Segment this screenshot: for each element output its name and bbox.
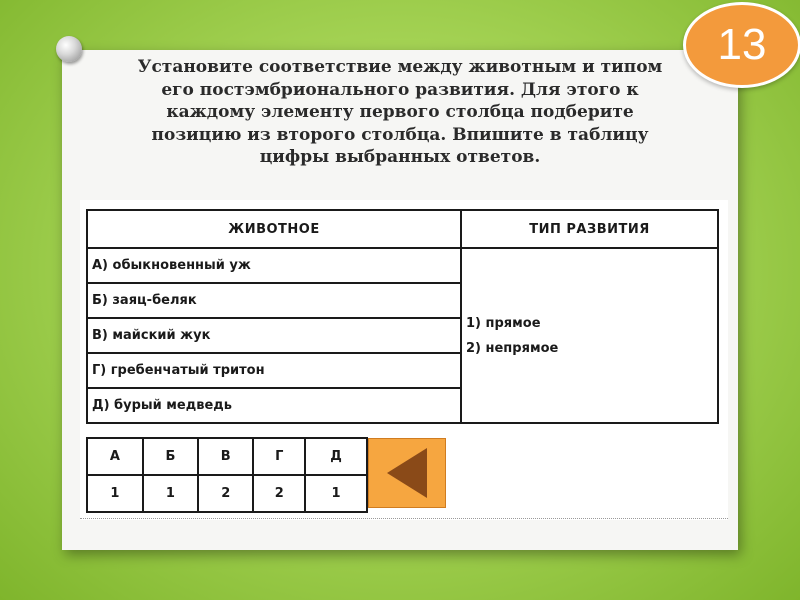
answer-value: 1	[87, 475, 143, 512]
answer-letter: Б	[143, 438, 198, 475]
title-line: позицию из второго столбца. Впишите в таблицу	[151, 124, 649, 145]
answer-letter: Г	[253, 438, 305, 475]
answer-value: 2	[253, 475, 305, 512]
title-line: каждому элементу первого столбца подберите	[166, 102, 634, 122]
answer-value: 2	[198, 475, 253, 512]
animal-cell: Д) бурый медведь	[87, 388, 461, 423]
back-arrow-icon	[387, 448, 427, 498]
matching-table	[86, 209, 719, 424]
title-line: Установите соответствие между животным и типом	[137, 57, 663, 77]
task-title	[100, 56, 700, 169]
title-line: его постэмбрионального развития. Для этого к	[161, 79, 639, 100]
answer-letter: А	[87, 438, 143, 475]
column-header-type: ТИП РАЗВИТИЯ	[461, 210, 718, 248]
type-option: 2) непрямое	[466, 340, 559, 356]
column-header-animal: ЖИВОТНОЕ	[87, 210, 461, 248]
animal-cell: В) майский жук	[87, 318, 461, 353]
answer-table	[86, 437, 368, 513]
answer-letter: В	[198, 438, 253, 475]
pushpin-icon	[56, 36, 82, 62]
slide-number-badge: 13	[683, 2, 800, 88]
divider-line	[80, 518, 728, 519]
animal-cell: Б) заяц-беляк	[87, 283, 461, 318]
animal-cell: Г) гребенчатый тритон	[87, 353, 461, 388]
back-button[interactable]	[368, 438, 446, 508]
types-cell	[461, 248, 718, 423]
animal-cell: А) обыкновенный уж	[87, 248, 461, 283]
answer-value: 1	[143, 475, 198, 512]
answer-letter: Д	[305, 438, 367, 475]
type-option: 1) прямое	[466, 315, 541, 331]
title-line: цифры выбранных ответов.	[259, 147, 541, 167]
answer-value: 1	[305, 475, 367, 512]
